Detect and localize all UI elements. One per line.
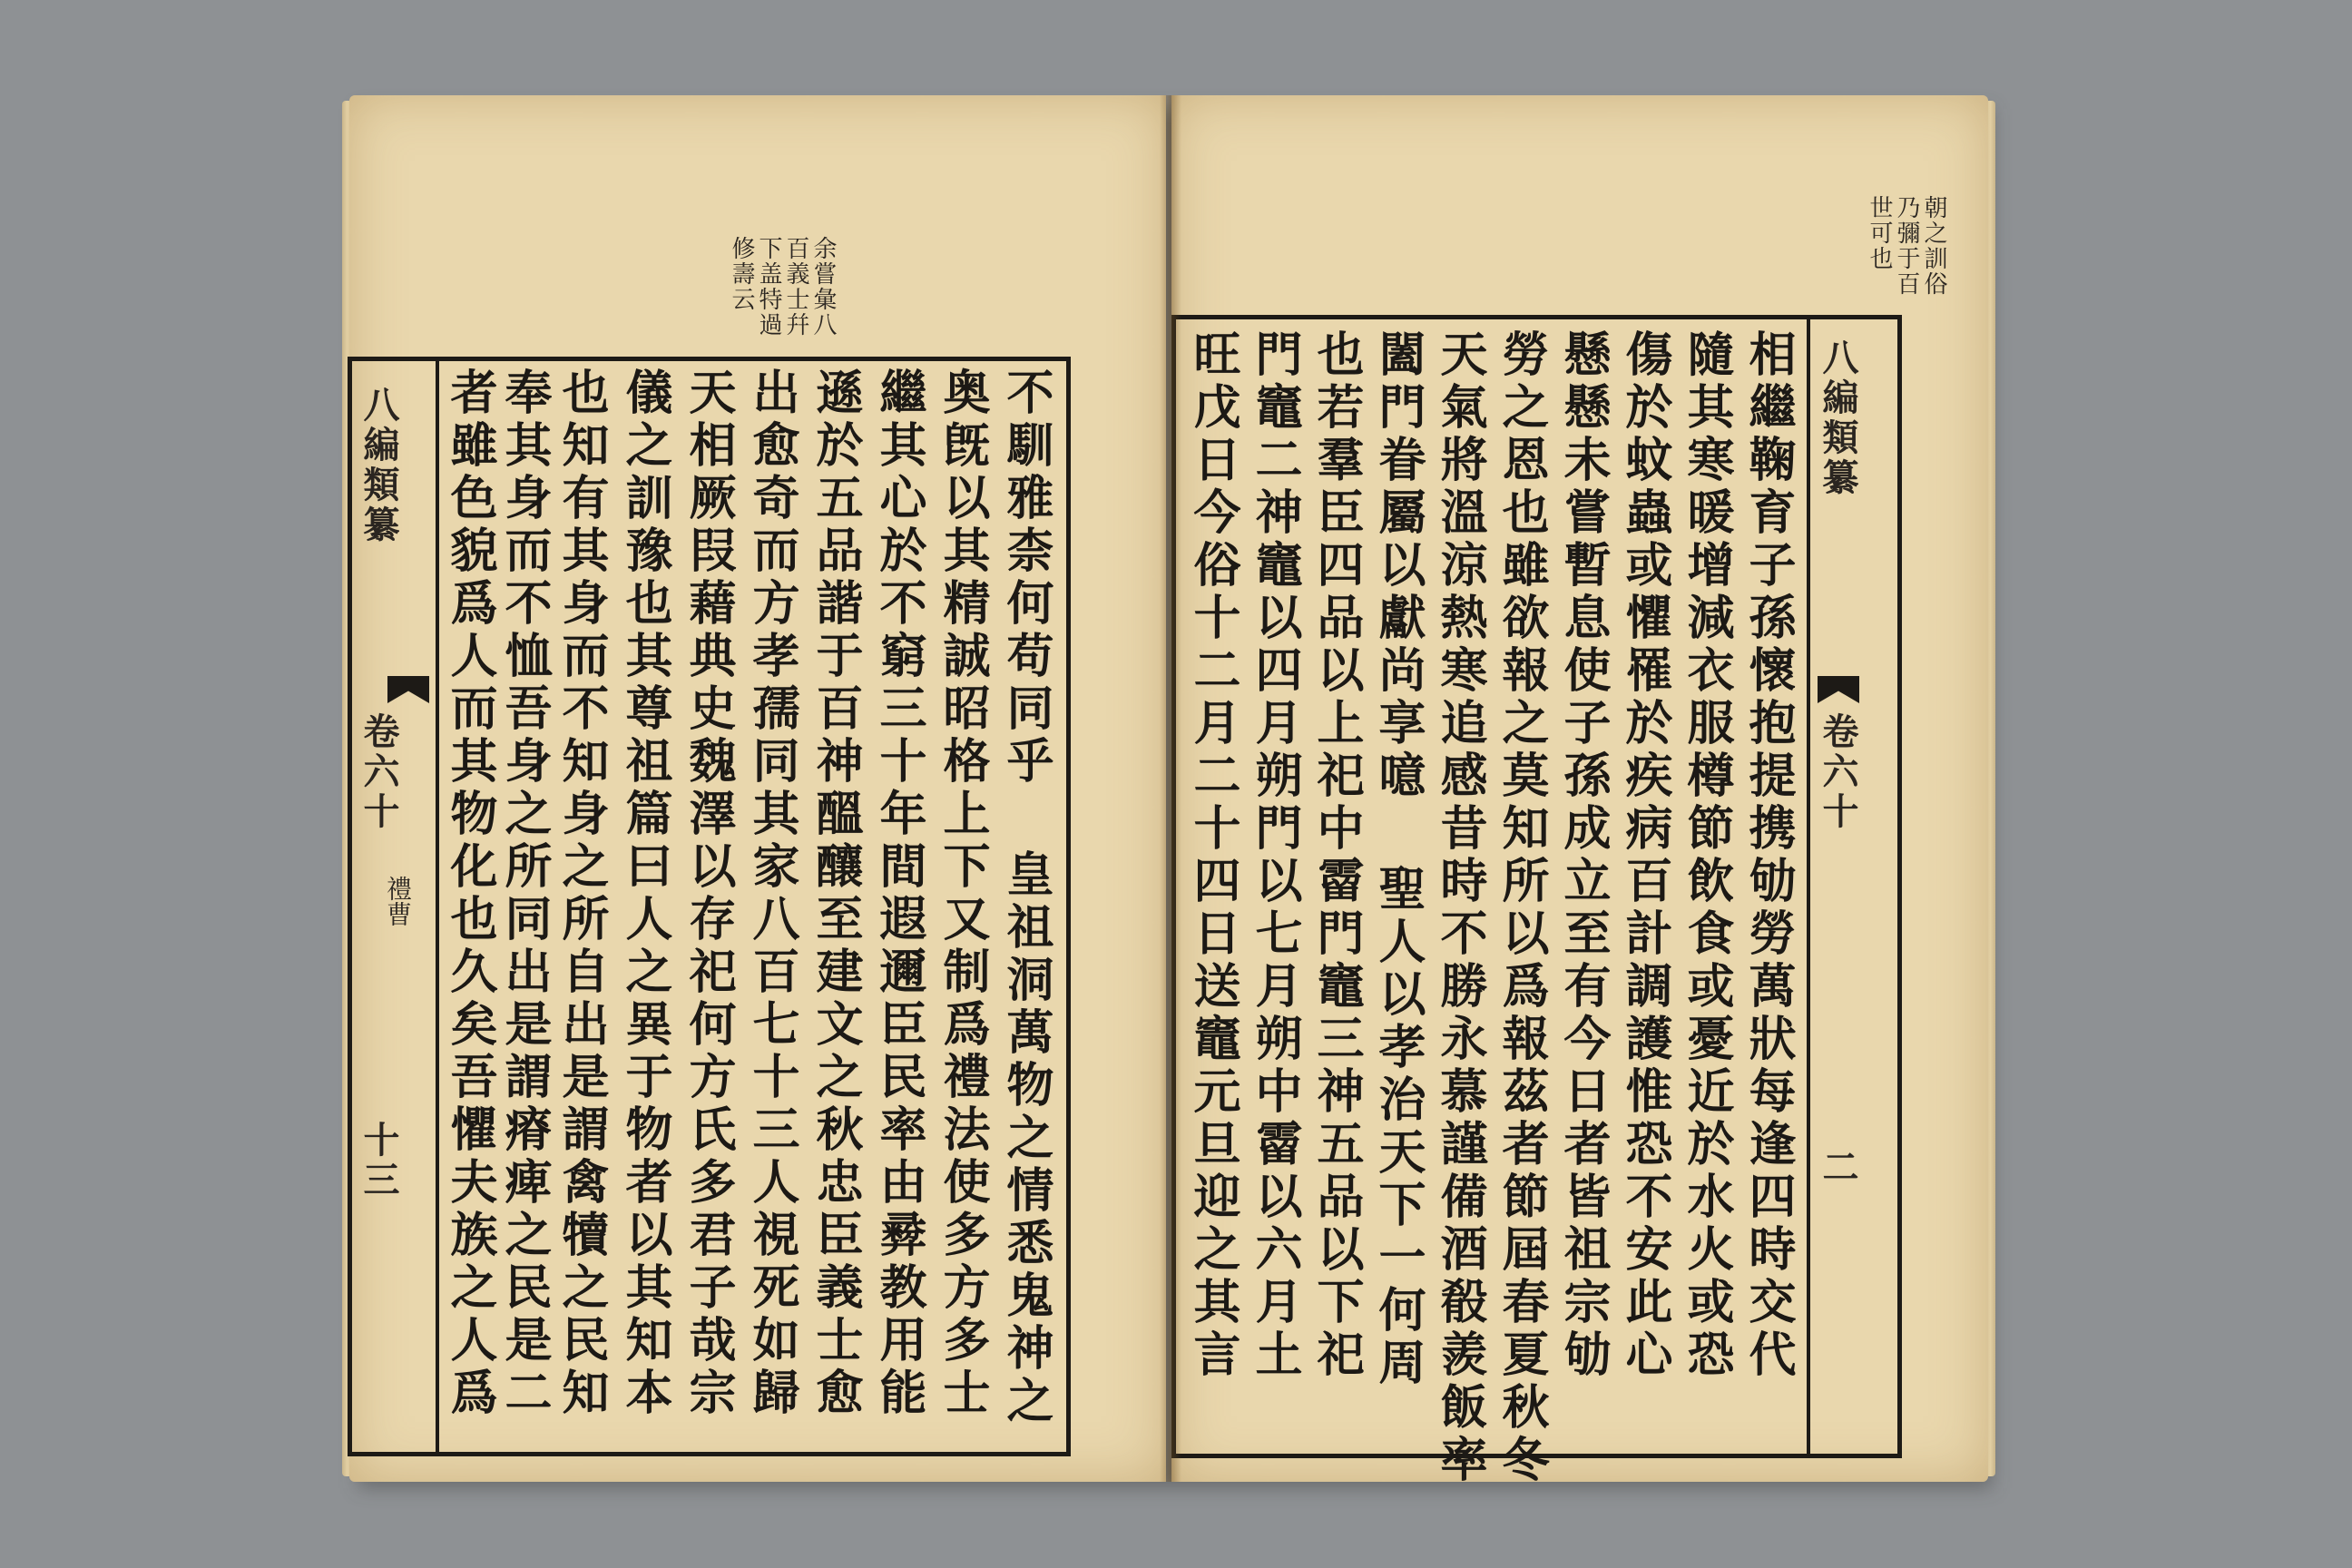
text-column: 出愈奇而方孝孺同其家八百七十三人視死如歸 [744, 368, 799, 1420]
banxin-rule [1807, 315, 1810, 1458]
banxin-folio: 二 [1817, 1148, 1859, 1188]
text-column: 奉其身而不恤吾身之所同出是謂瘠痺之民是二 [496, 368, 552, 1420]
text-column: 相繼鞠育子孫懷抱提携劬勞萬狀每逢四時交代 [1740, 329, 1796, 1382]
text-column: 也若羣臣四品以上祀中霤門竈三神五品以下祀 [1308, 329, 1364, 1382]
margin-note-line: 余嘗𢑥八 [809, 236, 837, 338]
margin-note-line: 下盖特過 [755, 236, 782, 338]
right-page [1171, 95, 1988, 1487]
text-column: 奥旣以其精誠昭格上下又制爲禮法使多方多士 [935, 368, 990, 1420]
text-column: 門竈二神竈以四月朔門以七月朔中霤以六月土 [1247, 329, 1302, 1382]
margin-note-line: 乃彌于百 [1893, 195, 1920, 297]
text-column: 隨其寒暖增減衣服樽節飲食或憂近於水火或恐 [1679, 329, 1734, 1382]
text-column: 闔門眷屬以獻尚享噫 聖人以孝治天下一何周 [1370, 329, 1426, 1390]
banxin-volume: 卷六十 [1817, 712, 1859, 832]
banxin-title: 八編類纂 [1817, 338, 1859, 498]
banxin-rule [436, 357, 439, 1456]
banxin-section: 禮曹 [383, 876, 413, 926]
book-gutter [1160, 95, 1181, 1482]
text-column: 不馴雅柰何苟同乎 皇祖洞萬物之情悉鬼神之 [998, 368, 1054, 1428]
banxin-volume: 卷六十 [358, 712, 400, 832]
banxin-title: 八編類纂 [358, 386, 400, 545]
open-book [349, 95, 1988, 1487]
text-column: 天氣將溫涼熱寒追感昔時不勝永慕謹備酒殽羨飯率 [1432, 329, 1487, 1487]
text-column: 天相厥叚藉典史魏澤以存祀何方氏多君子哉宗 [681, 368, 736, 1420]
text-column: 傷於蚊蟲或懼罹於疾病百計調護惟恐不安此心 [1617, 329, 1672, 1382]
margin-note-line: 修壽云 [728, 236, 755, 312]
text-column: 者雖色貌爲人而其物化也久矣吾懼夫族之人爲 [442, 368, 497, 1420]
text-column: 儀之訓豫也其尊祖篇曰人之異于物者以其知本 [617, 368, 672, 1420]
text-column: 懸懸未嘗暫息使子孫成立至有今日者皆祖宗劬 [1555, 329, 1611, 1382]
margin-note-line: 百義士幷 [782, 236, 809, 338]
margin-note-line: 世可也 [1866, 195, 1893, 271]
text-column: 繼其心於不窮三十年間遐邇臣民率由彛教用能 [871, 368, 926, 1420]
text-column: 遜於五品諧于百神醞釀至建文之秋忠臣義士愈 [808, 368, 863, 1420]
margin-note-line: 朝之訓俗 [1920, 195, 1947, 297]
text-column: 勞之恩也雖欲報之莫知所以爲報茲者節屆春夏秋冬 [1494, 329, 1549, 1487]
text-column: 旺戊日今俗十二月二十四日送竈元旦迎之其言 [1185, 329, 1240, 1382]
banxin-folio: 十三 [358, 1121, 400, 1200]
left-page [349, 95, 1166, 1482]
text-column: 也知有其身而不知身之所自出是謂禽犢之民知 [554, 368, 609, 1420]
